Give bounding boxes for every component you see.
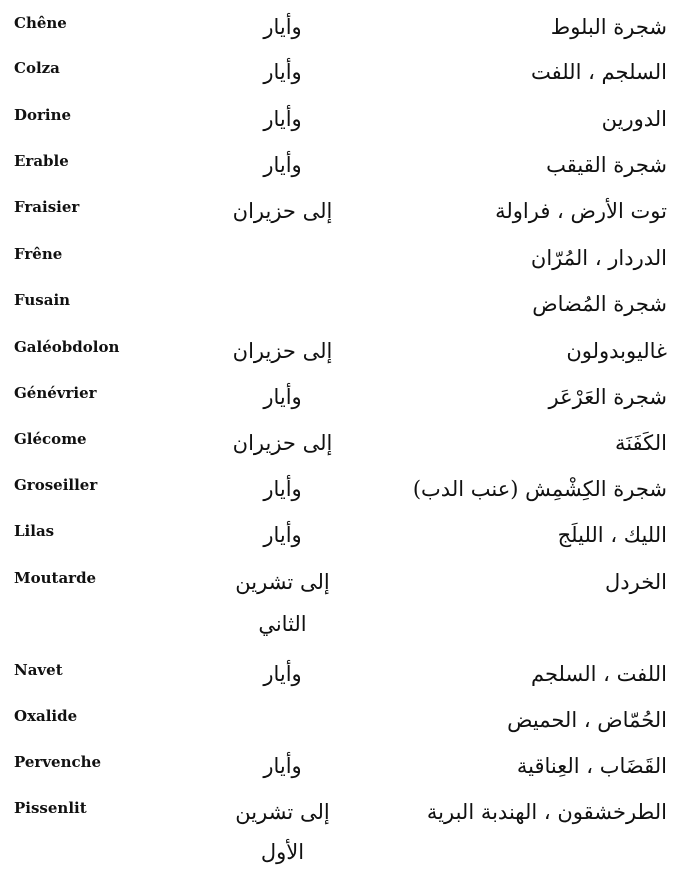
arabic-term: القَضَاب ، العِناقية: [516, 754, 667, 778]
arabic-term: شجرة المُضاض: [532, 292, 667, 316]
table-row: [0, 563, 681, 653]
month-note: إلى حزيران: [232, 339, 333, 363]
table-row: [0, 516, 681, 556]
arabic-term: شجرة البلوط: [550, 15, 667, 39]
month-note: وأيار: [263, 385, 302, 409]
month-note: إلى حزيران: [232, 431, 333, 455]
arabic-term: الدورين: [601, 107, 667, 131]
french-term: Génévrier: [14, 384, 97, 402]
arabic-term: الليك ، الليلَج: [557, 523, 667, 547]
table-row: [0, 332, 681, 372]
arabic-term: السلجم ، اللفت: [530, 60, 667, 84]
table-row: [0, 470, 681, 510]
month-note: إلى تشرين: [235, 570, 330, 594]
arabic-term: توت الأرض ، فراولة: [495, 199, 667, 223]
month-note: وأيار: [263, 477, 302, 501]
table-row: [0, 53, 681, 93]
french-term: Navet: [14, 661, 63, 679]
french-term: Colza: [14, 59, 60, 77]
table-row: [0, 424, 681, 464]
table-row: [0, 285, 681, 325]
french-term: Lilas: [14, 522, 55, 540]
french-term: Moutarde: [14, 569, 97, 587]
arabic-term: غاليوبدولون: [566, 339, 667, 363]
table-row: [0, 146, 681, 186]
arabic-term: شجرة العَرْعَر: [548, 385, 667, 409]
table-row: [0, 8, 681, 48]
french-term: Frêne: [14, 245, 63, 263]
french-term: Chêne: [14, 14, 67, 32]
table-row: [0, 378, 681, 418]
arabic-term: اللفت ، السلجم: [530, 662, 667, 686]
arabic-term: شجرة الكِشْمِش (عنب الدب): [412, 477, 667, 501]
month-note: وأيار: [263, 107, 302, 131]
month-note: وأيار: [263, 153, 302, 177]
arabic-term: الخردل: [605, 570, 667, 594]
arabic-term: الحُمّاض ، الحميض: [507, 708, 667, 732]
month-note-continued: الثاني: [258, 612, 307, 636]
month-note: وأيار: [263, 60, 302, 84]
arabic-term: الدردار ، المُرّان: [530, 246, 667, 270]
french-term: Pissenlit: [14, 799, 87, 817]
french-term: Pervenche: [14, 753, 102, 771]
french-term: Dorine: [14, 106, 72, 124]
month-note: وأيار: [263, 662, 302, 686]
month-note: إلى تشرين: [235, 800, 330, 824]
table-row: [0, 192, 681, 232]
table-row: [0, 239, 681, 279]
month-note: وأيار: [263, 754, 302, 778]
month-note: إلى حزيران: [232, 199, 333, 223]
month-note: وأيار: [263, 523, 302, 547]
arabic-term: الطرخشقون ، الهندبة البرية: [426, 800, 667, 824]
month-note: وأيار: [263, 15, 302, 39]
table-row: [0, 655, 681, 695]
french-term: Erable: [14, 152, 69, 170]
table-row: [0, 100, 681, 140]
french-term: Galéobdolon: [14, 338, 120, 356]
french-term: Fusain: [14, 291, 71, 309]
french-term: Fraisier: [14, 198, 80, 216]
french-term: Oxalide: [14, 707, 78, 725]
table-row: [0, 793, 681, 875]
table-row: [0, 701, 681, 741]
month-note-continued: الأول: [260, 840, 305, 864]
arabic-term: شجرة القيقب: [546, 153, 667, 177]
french-term: Glécome: [14, 430, 87, 448]
french-term: Groseiller: [14, 476, 98, 494]
arabic-term: الكَفَنَة: [614, 431, 667, 455]
table-row: [0, 747, 681, 787]
